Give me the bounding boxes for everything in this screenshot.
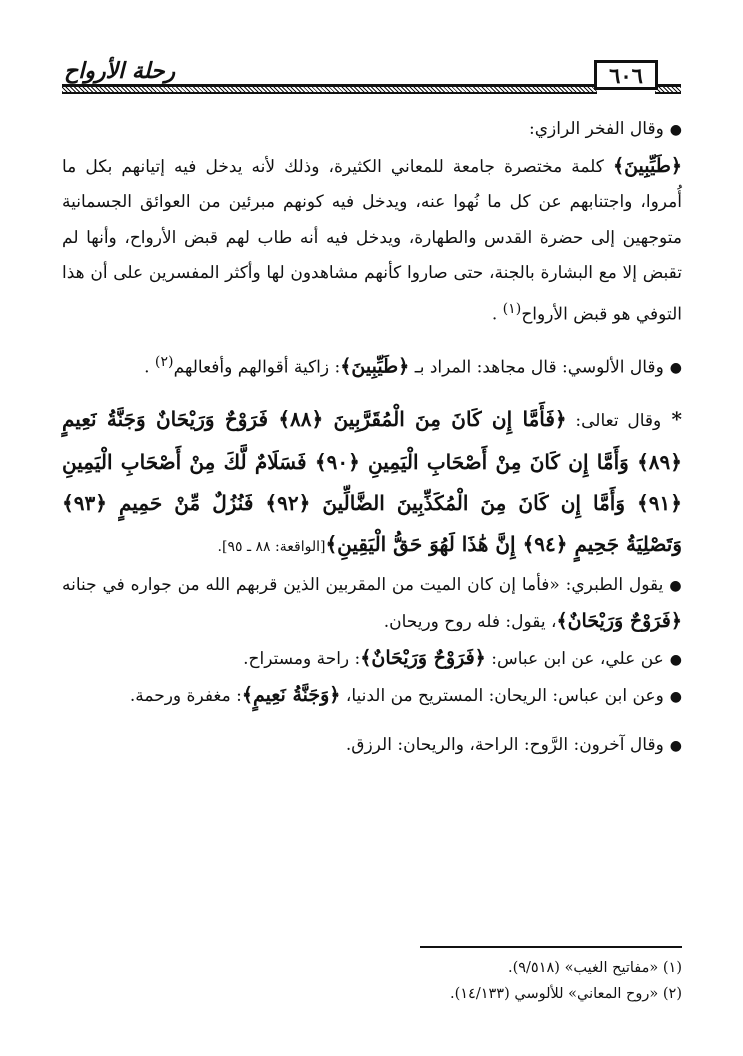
quran-verse: ﴿طَيِّبِينَ﴾ (340, 355, 410, 378)
paragraph-alusi: ●وقال الألوسي: قال مجاهد: المراد بـ ﴿طَيِّبِينَ﴾: زاكية أقوالهم وأفعالهم$^{(٢)}$ . (144, 353, 682, 378)
bullet-icon: ● (669, 577, 683, 594)
star-icon: * (671, 406, 682, 431)
bullet-icon: ● (669, 122, 682, 138)
quran-verse: ﴿طَيِّبِينَ﴾ (612, 154, 682, 177)
quran-verse: ﴿فَأَمَّا إِن كَانَ مِنَ الْمُقَرَّبِينَ ﴿٨٨﴾ فَرَوْحٌ وَرَيْحَانٌ وَجَنَّةُ نَعِيمٍ ﴿٨٩﴾ وَأَمَّا إِن كَانَ مِنْ أَصْحَابِ الْيَمِينِ ﴿٩٠﴾ فَسَلَامٌ لَّكَ مِنْ أَصْحَابِ الْيَمِينِ ﴿٩١﴾ وَأَمَّا إِن كَانَ مِنَ الْمُكَذِّبِينَ الضَّالِّينَ ﴿٩٢﴾ فَنُزُلٌ مِّنْ حَمِيمٍ ﴿٩٣﴾ وَتَصْلِيَةُ جَحِيمٍ ﴿٩٤﴾ إِنَّ هَٰذَا لَهُوَ حَقُّ الْيَقِينِ﴾ (62, 406, 682, 556)
paragraph-tabari: ●يقول الطبري: «فأما إن كان الميت من المقربين الذين قربهم الله من جواره في جنانه ﴿فَرَوْحٌ وَرَيْحَانٌ﴾، يقول: فله روح وريحان. (62, 574, 683, 633)
main-text (62, 112, 682, 764)
footnote-item: (٢) «روح المعاني» للألوسي (١٤/١٣٣). (449, 986, 682, 1002)
header-rule (62, 92, 597, 94)
footnotes (200, 955, 682, 1007)
paragraph-quran-waqiah: * وقال تعالى: ﴿فَأَمَّا إِن كَانَ مِنَ الْمُقَرَّبِينَ ﴿٨٨﴾ فَرَوْحٌ وَرَيْحَانٌ وَجَنَّةُ نَعِيمٍ ﴿٨٩﴾ وَأَمَّا إِن كَانَ مِنْ أَصْحَابِ الْيَمِينِ ﴿٩٠﴾ فَسَلَامٌ لَّكَ مِنْ أَصْحَابِ الْيَمِينِ ﴿٩١﴾ وَأَمَّا إِن كَانَ مِنَ الْمُكَذِّبِينَ الضَّالِّينَ ﴿٩٢﴾ فَنُزُلٌ مِّنْ حَمِيمٍ ﴿٩٣﴾ وَتَصْلِيَةُ جَحِيمٍ ﴿٩٤﴾ إِنَّ هَٰذَا لَهُوَ حَقُّ الْيَقِينِ﴾[الواقعة: ٨٨ ـ ٩٥]. (62, 406, 682, 556)
bullet-icon: ● (669, 737, 682, 754)
paragraph-razi: ﴿طَيِّبِينَ﴾ كلمة مختصرة جامعة للمعاني الكثيرة، وذلك لأنه يدخل فيه إتيانهم بكل ما أُمروا، واجتنابهم عن كل ما نُهوا عنه، ويدخل فيه كونهم مبرئين من العوائق الجسمانية متوجهين إلى حضرة القدس والطهارة، ويدخل فيه أنه طاب لهم قبض الأرواح، وأنها لم تقبض إلا مع البشارة بالجنة، حتى صاروا كأنهم مشاهدون لها وأكثر المفسرين على أن هذا التوفي هو قبض الأرواح$^{(١)}$ . (62, 154, 682, 325)
bullet-icon: ● (669, 360, 682, 377)
verse-reference: [الواقعة: ٨٨ ـ ٩٥] (222, 538, 326, 555)
paragraph-razi-intro: ●وقال الفخر الرازي: (529, 119, 682, 139)
quran-verse: ﴿وَجَنَّةُ نَعِيمٍ﴾ (241, 684, 341, 707)
bullet-icon: ● (669, 689, 682, 706)
book-title: رحلة الأرواح (64, 58, 176, 84)
page-number: ٦٠٦ (594, 60, 658, 90)
header-rule (655, 92, 681, 94)
footnote-divider (420, 946, 682, 948)
paragraph-others: ●وقال آخرون: الرَّوح: الراحة، والريحان: الرزق. (345, 734, 682, 755)
footnote-marker: (١) (502, 300, 522, 317)
paragraph-ali: ●عن علي، عن ابن عباس: ﴿فَرَوْحٌ وَرَيْحَانٌ﴾: راحة ومستراح. (243, 646, 682, 669)
paragraph-ibn-abbas: ●وعن ابن عباس: الريحان: المستريح من الدنيا، ﴿وَجَنَّةُ نَعِيمٍ﴾: مغفرة ورحمة. (129, 684, 682, 707)
quran-verse: ﴿فَرَوْحٌ وَرَيْحَانٌ﴾ (556, 610, 682, 633)
quran-verse: ﴿فَرَوْحٌ وَرَيْحَانٌ﴾ (360, 646, 486, 669)
footnote-item: (١) «مفاتيح الغيب» (٩/٥١٨). (507, 960, 682, 976)
footnote-marker: (٢) (154, 353, 174, 370)
bullet-icon: ● (669, 651, 682, 668)
